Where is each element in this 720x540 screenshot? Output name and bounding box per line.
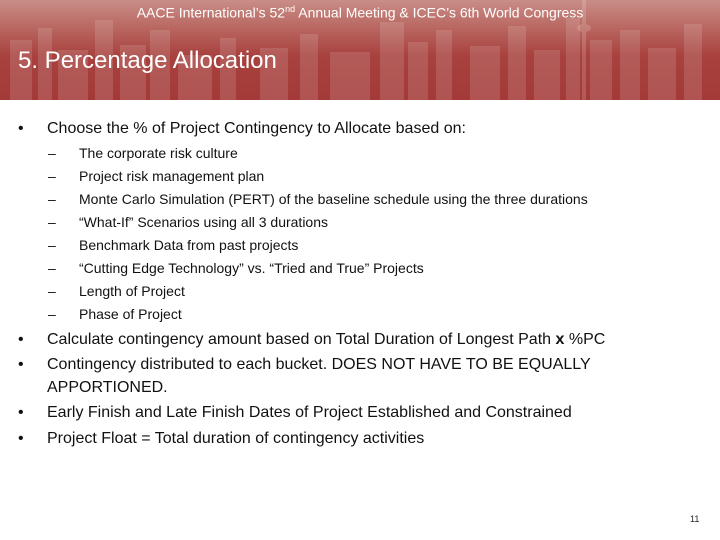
page-number: 11	[690, 514, 700, 524]
bullet-marker: •	[18, 120, 24, 137]
sub-item: The corporate risk culture	[79, 145, 238, 161]
dash-marker: –	[48, 283, 56, 299]
sub-item: Project risk management plan	[79, 168, 265, 184]
contingency-distributed-text-cont: APPORTIONED.	[47, 379, 168, 396]
dash-marker: –	[48, 214, 56, 230]
finish-dates-text: Early Finish and Late Finish Dates of Project Established and Constrained	[47, 404, 572, 421]
bullet-marker: •	[18, 430, 24, 447]
calculate-contingency-text: Calculate contingency amount based on Total Duration of Longest Path x %PC	[47, 331, 606, 348]
bullet-marker: •	[18, 404, 24, 421]
contingency-distributed-text: Contingency distributed to each bucket. DOES NOT HAVE TO BE EQUALLY	[47, 356, 591, 373]
dash-marker: –	[48, 191, 56, 207]
intro-text: Choose the % of Project Contingency to Allocate based on:	[47, 120, 466, 137]
conference-title: AACE International’s 52nd Annual Meeting & ICEC’s 6th World Congress	[136, 4, 584, 21]
project-float-text: Project Float = Total duration of contingency activities	[47, 430, 425, 447]
dash-marker: –	[48, 260, 56, 276]
dash-marker: –	[48, 237, 56, 253]
sub-item: Length of Project	[79, 283, 185, 299]
slide-title: 5. Percentage Allocation	[18, 47, 277, 74]
bullet-marker: •	[18, 356, 24, 373]
sub-item: “What-If” Scenarios using all 3 durations	[79, 214, 328, 230]
sub-item: Benchmark Data from past projects	[79, 237, 299, 253]
bullet-marker: •	[18, 331, 24, 348]
dash-marker: –	[48, 306, 56, 322]
sub-item: Phase of Project	[79, 306, 182, 322]
dash-marker: –	[48, 145, 56, 161]
sub-item: “Cutting Edge Technology” vs. “Tried and True” Projects	[79, 260, 424, 276]
dash-marker: –	[48, 168, 56, 184]
sub-item: Monte Carlo Simulation (PERT) of the baseline schedule using the three durations	[79, 191, 588, 207]
